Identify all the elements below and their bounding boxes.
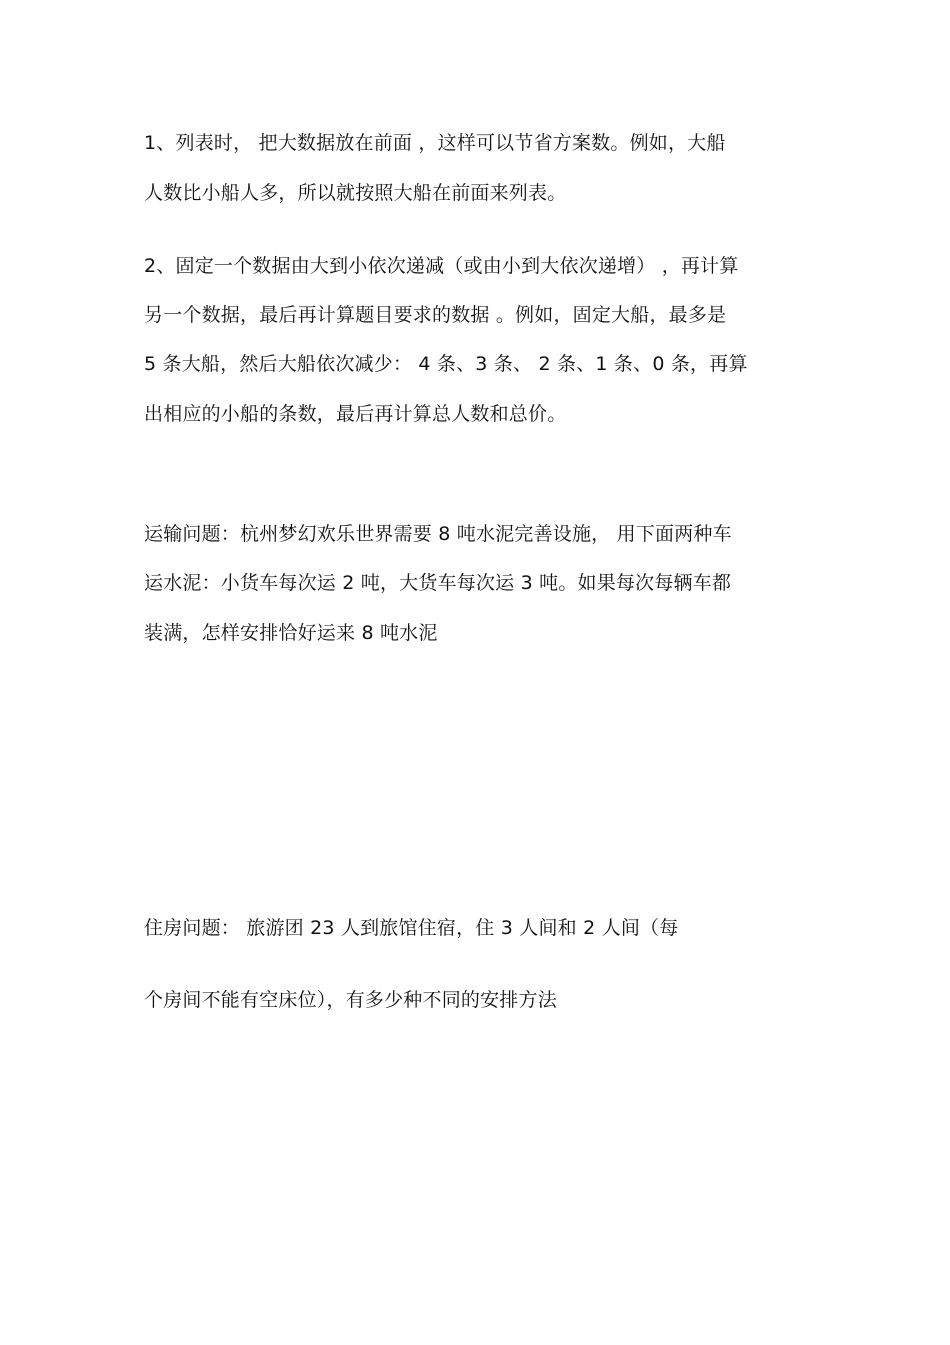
transport-line1: 运输问题：杭州梦幻欢乐世界需要 8 吨水泥完善设施， 用下面两种车 (144, 523, 732, 545)
transport-line2: 运水泥：小货车每次运 2 吨，大货车每次运 3 吨。如果每次每辆车都 (144, 572, 732, 594)
housing-line2: 个房间不能有空床位），有多少种不同的安排方法 (144, 989, 557, 1011)
transport-line3: 装满，怎样安排恰好运来 8 吨水泥 (144, 622, 438, 644)
para2-line3: 5 条大船，然后大船依次减少： 4 条、3 条、 2 条、1 条、0 条，再算 (144, 353, 748, 375)
para2-line1: 2、固定一个数据由大到小依次递减（或由小到大依次递增） ，再计算 (144, 255, 739, 277)
para1-line1: 1、列表时， 把大数据放在前面 ，这样可以节省方案数。例如，大船 (144, 132, 726, 154)
para2-line4: 出相应的小船的条数，最后再计算总人数和总价。 (144, 403, 567, 425)
para1-line2: 人数比小船人多，所以就按照大船在前面来列表。 (144, 182, 567, 204)
para2-line2: 另一个数据，最后再计算题目要求的数据 。例如，固定大船，最多是 (144, 304, 727, 326)
housing-line1: 住房问题： 旅游团 23 人到旅馆住宿，住 3 人间和 2 人间（每 (144, 917, 679, 939)
